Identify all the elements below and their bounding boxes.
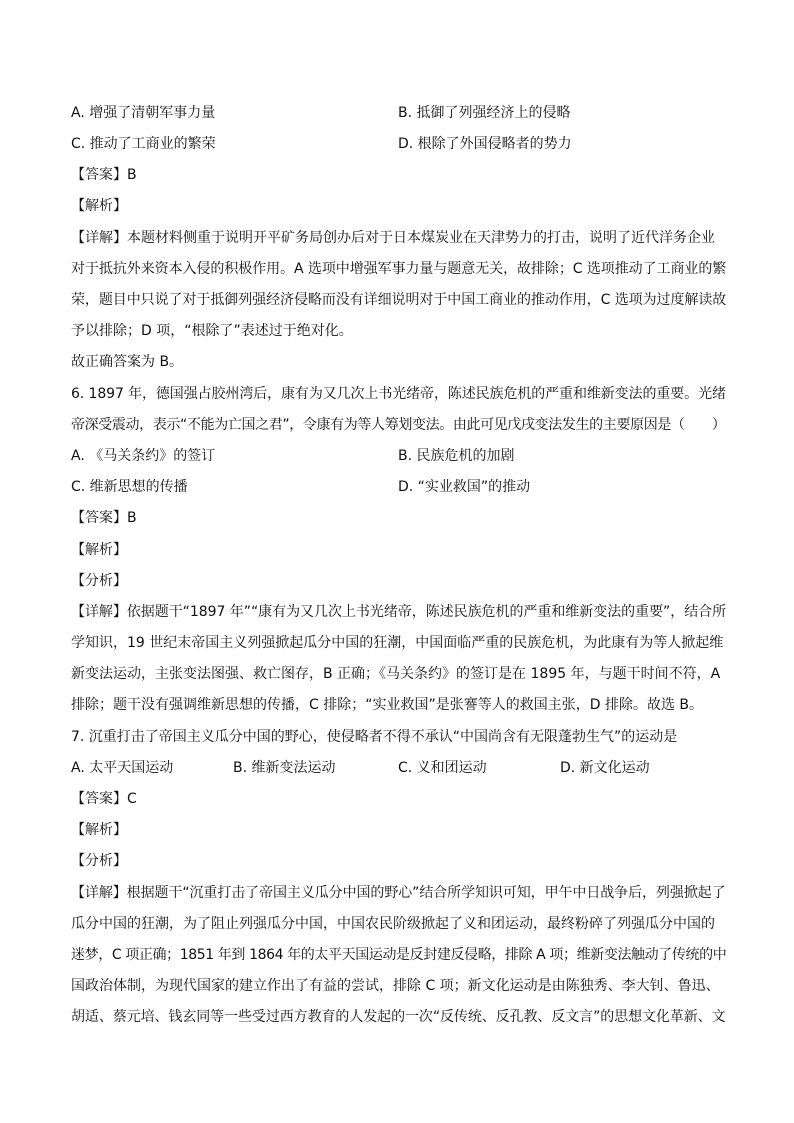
- q5-detail-line-4: 予以排除；D 项，“根除了”表述过于绝对化。: [71, 323, 353, 339]
- q7-fenxi-label: 【分析】: [71, 853, 127, 869]
- q7-detail-line-5: 胡适、蔡元培、钱玄同等一些受过西方教育的人发起的一次“反传统、反孔教、反文言”的思想文化革新、文: [71, 1009, 726, 1025]
- q7-analysis-label: 【解析】: [71, 822, 127, 838]
- q6-option-b: B. 民族危机的加剧: [398, 448, 515, 464]
- q6-option-c: C. 维新思想的传播: [71, 479, 188, 495]
- q6-stem-line-1: 6. 1897 年，德国强占胶州湾后，康有为又几次上书光绪帝，陈述民族危机的严重和维新变法的重要。光绪: [71, 386, 726, 402]
- q6-answer: 【答案】B: [71, 510, 137, 526]
- q7-answer: 【答案】C: [71, 791, 137, 807]
- q7-detail-line-2: 瓜分中国的狂潮，为了阻止列强瓜分中国，中国农民阶级掀起了义和团运动，最终粉碎了列强瓜分中国的: [71, 916, 715, 932]
- q6-detail-line-2: 学知识，19 世纪末帝国主义列强掀起瓜分中国的狂潮，中国面临严重的民族危机，为此康有为等人掀起维: [71, 635, 724, 651]
- q5-option-c: C. 推动了工商业的繁荣: [71, 136, 216, 152]
- q5-option-a: A. 增强了清朝军事力量: [71, 105, 216, 121]
- q7-detail-line-3: 迷梦，C 项正确；1851 年到 1864 年的太平天国运动是反封建反侵略，排除 A 项；维新变法触动了传统的中: [71, 947, 727, 963]
- q6-detail-line-1: 【详解】依据题干“1897 年”“康有为又几次上书光绪帝，陈述民族危机的严重和维新变法的重要”，结合所: [71, 604, 727, 620]
- q6-detail-line-4: 排除；题干没有强调维新思想的传播，C 排除；“实业救国”是张謇等人的救国主张，D 排除。故选 B。: [71, 697, 704, 713]
- q6-option-d: D. “实业救国”的推动: [398, 479, 531, 495]
- q7-detail-line-1: 【详解】根据题干“沉重打击了帝国主义瓜分中国的野心”结合所学知识可知，甲午中日战争后，列强掀起了: [71, 885, 726, 901]
- q7-detail-line-4: 国政治体制，为现代国家的建立作出了有益的尝试，排除 C 项；新文化运动是由陈独秀、李大钊、鲁迅、: [71, 978, 720, 994]
- q7-option-a: A. 太平天国运动: [71, 760, 174, 776]
- q5-detail-line-1: 【详解】本题材料侧重于说明开平矿务局创办后对于日本煤炭业在天津势力的打击，说明了近代洋务企业: [71, 230, 715, 246]
- q7-option-b: B. 维新变法运动: [233, 760, 336, 776]
- q6-option-a: A. 《马关条约》的签订: [71, 448, 216, 464]
- q6-stem-line-2: 帝深受震动，表示“不能为亡国之君”，令康有为等人筹划变法。由此可见戊戌变法发生的主要原因是（ ）: [71, 417, 726, 433]
- q5-analysis-label: 【解析】: [71, 198, 127, 214]
- q5-option-d: D. 根除了外国侵略者的势力: [398, 136, 572, 152]
- q6-detail-line-3: 新变法运动，主张变法图强、救亡图存，B 正确；《马关条约》的签订是在 1895 年，与题干时间不符，A: [71, 666, 721, 682]
- q7-stem: 7. 沉重打击了帝国主义瓜分中国的野心，使侵略者不得不承认“中国尚含有无限蓬勃生气”的运动是: [71, 729, 678, 745]
- q5-detail-line-2: 对于抵抗外来资本入侵的积极作用。A 选项中增强军事力量与题意无关，故排除；C 选项推动了工商业的繁: [71, 261, 727, 277]
- q6-fenxi-label: 【分析】: [71, 573, 127, 589]
- q7-option-d: D. 新文化运动: [560, 760, 650, 776]
- q5-conclusion: 故正确答案为 B。: [71, 354, 184, 370]
- q6-analysis-label: 【解析】: [71, 542, 127, 558]
- q5-detail-line-3: 荣，题目中只说了对于抵御列强经济侵略而没有详细说明对于中国工商业的推动作用，C 选项为过度解读故: [71, 292, 727, 308]
- q5-option-b: B. 抵御了列强经济上的侵略: [398, 105, 571, 121]
- q5-answer: 【答案】B: [71, 167, 137, 183]
- q7-option-c: C. 义和团运动: [398, 760, 487, 776]
